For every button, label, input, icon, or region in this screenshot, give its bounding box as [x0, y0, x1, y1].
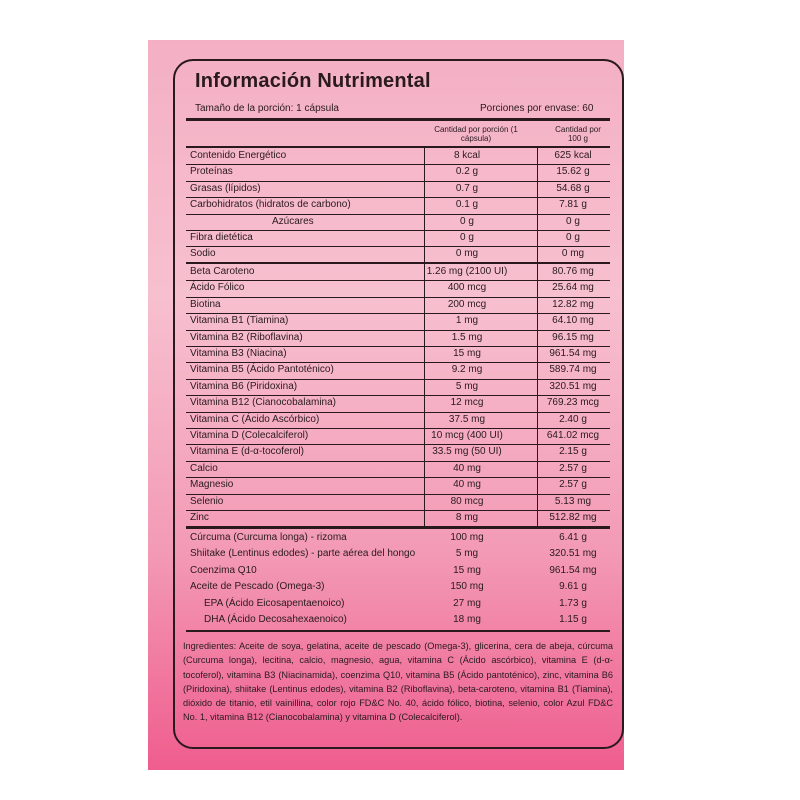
nutrition-row	[186, 280, 610, 297]
amount-per-100g: 1.73 g	[559, 597, 587, 609]
nutrient-name: Aceite de Pescado (Omega-3)	[190, 581, 325, 593]
amount-per-serving: 0 g	[460, 215, 474, 227]
nutrient-name: Carbohidratos (hidratos de carbono)	[190, 199, 351, 211]
nutrition-row	[186, 412, 610, 429]
amount-per-serving: 40 mg	[453, 462, 481, 474]
nutrition-row	[186, 546, 610, 562]
amount-per-serving: 0 g	[460, 232, 474, 243]
col-header-per-serving: Cantidad por porción (1 cápsula)	[434, 125, 518, 143]
serving-size: Tamaño de la porción: 1 cápsula	[195, 103, 339, 114]
nutrition-row	[186, 230, 610, 247]
amount-per-serving: 0 mg	[455, 248, 479, 260]
nutrition-row	[186, 563, 610, 579]
nutrition-row	[186, 181, 610, 198]
ingredients-text: Ingredientes: Aceite de soya, gelatina, aceite de pescado (Omega-3), glicerina, cera de abeja, cúrcuma (Curcuma longa), lecitina, calcio, magnesio, agua, vitamina C (Ácido ascórbico), vitamina E (d-α-tocoferol), vitamina B3 (Niacinamida), coenzima Q10, vitamina B5 (Ácido pantoténico), zinc, vitamina B6 (Piridoxina), shiitake (Lentinus edodes), vitamina B2 (Riboflavina), beta-caroteno, vitamina B1 (Tiamina), dióxido de titanio, etil vainillina, color rojo FD&C No. 40, ácido fólico, biotina, selenio, color Azul FD&C No. 1, vitamina B12 (Cianocobalamina) y vitamina D (Colecalciferol).	[183, 641, 613, 723]
panel-title: Información Nutrimental	[195, 70, 431, 92]
nutrition-row	[186, 596, 610, 612]
amount-per-100g: 320.51 mg	[549, 548, 597, 560]
nutrition-row	[186, 148, 610, 165]
amount-per-serving: 0.1 g	[455, 199, 479, 211]
nutrition-row	[186, 214, 610, 231]
amount-per-serving: 200 mcg	[447, 298, 487, 310]
amount-per-serving: 1.26 mg (2100 UI)	[426, 266, 508, 277]
nutrition-row	[186, 297, 610, 314]
amount-per-100g: 5.13 mg	[554, 495, 592, 507]
nutrient-name: Vitamina D (Colecalciferol)	[190, 430, 309, 441]
nutrition-row	[186, 362, 610, 379]
amount-per-100g: 0 g	[566, 232, 580, 243]
nutrient-name: Vitamina B3 (Niacina)	[190, 348, 287, 359]
amount-per-serving: 5 mg	[455, 380, 479, 392]
nutrient-name: Vitamina B12 (Cianocobalamina)	[190, 397, 337, 409]
nutrient-name: Vitamina E (d-α-tocoferol)	[190, 446, 304, 458]
amount-per-serving: 80 mcg	[450, 495, 484, 507]
nutrition-row	[186, 395, 610, 412]
nutrition-row	[186, 379, 610, 396]
nutrient-name: Cúrcuma (Curcuma longa) - rizoma	[190, 532, 347, 543]
amount-per-100g: 25.64 mg	[552, 282, 594, 294]
nutrition-row	[186, 494, 610, 511]
amount-per-serving: 12 mcg	[450, 397, 484, 409]
nutrient-name: Beta Caroteno	[190, 266, 255, 277]
amount-per-100g: 961.54 mg	[549, 564, 597, 576]
thick-divider-top	[186, 118, 610, 121]
amount-per-serving: 1.5 mg	[451, 331, 483, 343]
nutrient-name: Vitamina C (Ácido Ascórbico)	[190, 413, 320, 425]
nutrition-row	[186, 461, 610, 478]
amount-per-serving: 18 mg	[453, 614, 481, 625]
nutrient-name: Vitamina B6 (Piridoxina)	[190, 380, 298, 392]
nutrition-row	[186, 612, 610, 628]
nutrition-row	[186, 197, 610, 214]
nutrition-row	[186, 346, 610, 363]
nutrient-name: Grasas (lípidos)	[190, 182, 261, 194]
amount-per-serving: 0.7 g	[455, 182, 479, 194]
thick-divider-extracts	[186, 527, 610, 529]
nutrition-row	[186, 530, 610, 546]
nutrient-name: Vitamina B2 (Riboflavina)	[190, 331, 303, 343]
amount-per-serving: 9.2 mg	[451, 364, 483, 376]
amount-per-100g: 625 kcal	[554, 150, 592, 161]
amount-per-serving: 33.5 mg (50 UI)	[432, 446, 502, 458]
amount-per-100g: 589.74 mg	[549, 364, 597, 376]
amount-per-100g: 64.10 mg	[552, 315, 594, 327]
nutrient-name: Azúcares	[272, 215, 314, 227]
nutrition-row	[186, 313, 610, 330]
thick-divider-ingredients	[186, 630, 610, 632]
amount-per-100g: 769.23 mcg	[546, 397, 600, 409]
amount-per-serving: 15 mg	[453, 564, 481, 576]
amount-per-100g: 2.40 g	[559, 413, 587, 425]
nutrient-name: Ácido Fólico	[190, 282, 245, 294]
nutrition-row	[186, 477, 610, 494]
amount-per-serving: 10 mcg (400 UI)	[431, 430, 503, 441]
nutrient-name: Contenido Energético	[190, 150, 287, 161]
nutrient-name: Coenzima Q10	[190, 564, 257, 576]
nutrient-name: Fibra dietética	[190, 232, 253, 243]
nutrient-name: Shiitake (Lentinus edodes) - parte aérea del hongo	[190, 548, 416, 560]
nutrition-row	[186, 444, 610, 461]
amount-per-serving: 37.5 mg	[448, 413, 486, 425]
amount-per-serving: 400 mcg	[447, 282, 487, 294]
nutrition-row	[186, 579, 610, 595]
nutrition-row	[186, 164, 610, 181]
amount-per-serving: 15 mg	[453, 348, 481, 359]
nutrient-name: Selenio	[190, 495, 224, 507]
amount-per-serving: 100 mg	[450, 532, 484, 543]
nutrient-name: EPA (Ácido Eicosapentaenoico)	[204, 597, 345, 609]
amount-per-100g: 6.41 g	[559, 532, 587, 543]
nutrient-name: Vitamina B1 (Tiamina)	[190, 315, 289, 327]
nutrient-name: DHA (Ácido Decosahexaenoico)	[204, 614, 347, 625]
amount-per-100g: 0 g	[566, 215, 580, 227]
amount-per-100g: 12.82 mg	[552, 298, 594, 310]
amount-per-100g: 9.61 g	[559, 581, 587, 593]
nutrient-name: Proteínas	[190, 166, 233, 178]
amount-per-serving: 1 mg	[455, 315, 479, 327]
amount-per-serving: 8 mg	[455, 512, 479, 523]
amount-per-100g: 512.82 mg	[549, 512, 597, 523]
col-header-per-100g: Cantidad por 100 g	[555, 125, 601, 143]
nutrient-name: Zinc	[190, 512, 209, 523]
amount-per-serving: 0.2 g	[455, 166, 479, 178]
nutrition-row	[186, 264, 610, 281]
amount-per-100g: 96.15 mg	[552, 331, 594, 343]
nutrition-row	[186, 428, 610, 445]
amount-per-serving: 8 kcal	[453, 150, 481, 161]
column-divider-2	[537, 146, 538, 528]
amount-per-serving: 27 mg	[453, 597, 481, 609]
nutrient-name: Biotina	[190, 298, 221, 310]
amount-per-100g: 54.68 g	[556, 182, 590, 194]
column-divider-1	[424, 146, 425, 528]
amount-per-serving: 150 mg	[450, 581, 484, 593]
amount-per-100g: 2.57 g	[559, 479, 587, 491]
nutrition-row	[186, 510, 610, 527]
nutrient-name: Magnesio	[190, 479, 234, 491]
amount-per-serving: 5 mg	[455, 548, 479, 560]
amount-per-100g: 7.81 g	[559, 199, 587, 211]
nutrient-name: Vitamina B5 (Ácido Pantoténico)	[190, 364, 334, 376]
amount-per-100g: 1.15 g	[559, 614, 587, 625]
servings-per-container: Porciones por envase: 60	[480, 103, 594, 114]
amount-per-100g: 961.54 mg	[549, 348, 597, 359]
amount-per-100g: 80.76 mg	[552, 266, 594, 277]
amount-per-100g: 2.15 g	[559, 446, 587, 458]
nutrient-name: Sodio	[190, 248, 216, 260]
amount-per-100g: 15.62 g	[556, 166, 590, 178]
amount-per-100g: 2.57 g	[559, 462, 587, 474]
amount-per-100g: 320.51 mg	[549, 380, 597, 392]
amount-per-100g: 0 mg	[561, 248, 585, 260]
amount-per-100g: 641.02 mcg	[546, 430, 600, 441]
nutrient-name: Calcio	[190, 462, 218, 474]
amount-per-serving: 40 mg	[453, 479, 481, 491]
nutrition-row	[186, 330, 610, 347]
